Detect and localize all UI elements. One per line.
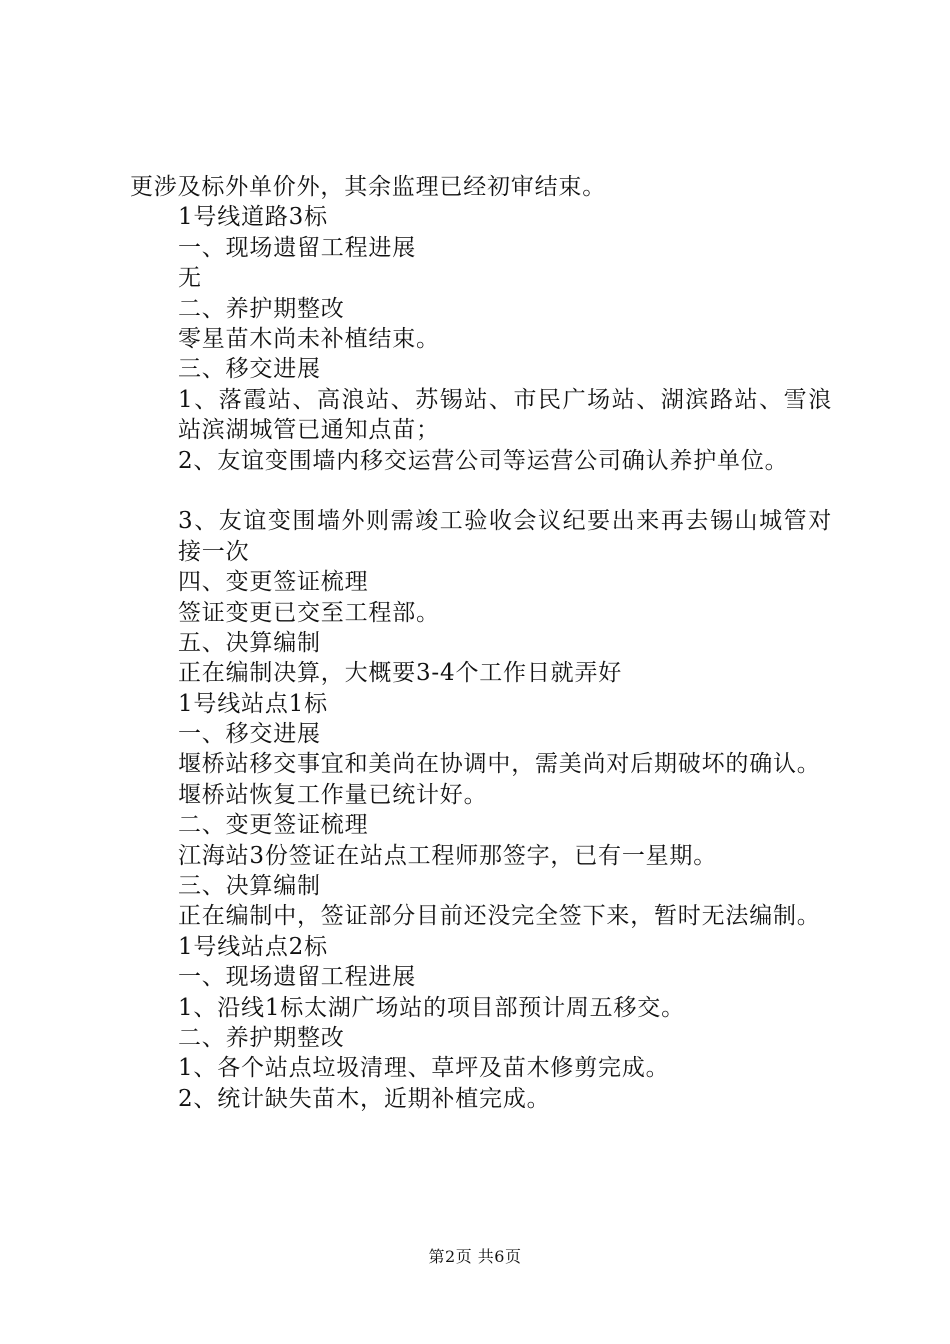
paragraph: 江海站3份签证在站点工程师那签字，已有一星期。 [178,842,718,869]
paragraph: 一、现场遗留工程进展 [178,234,416,261]
paragraph: 零星苗木尚未补植结束。 [178,325,440,352]
paragraph: 2、友谊变围墙内移交运营公司等运营公司确认养护单位。 [178,447,789,474]
paragraph: 二、养护期整改 [178,1025,345,1051]
page-footer: 第2页 共6页 [428,1247,522,1266]
paragraph: 1、沿线1标太湖广场站的项目部预计周五移交。 [178,994,685,1021]
paragraph: 堰桥站移交事宜和美尚在协调中，需美尚对后期破坏的确认。 [178,751,821,778]
paragraph: 四、变更签证梳理 [178,569,369,596]
paragraph: 1、落霞站、高浪站、苏锡站、市民广场站、湖滨路站、雪浪站滨湖城管已通知点苗； [178,386,832,444]
document-body [130,172,832,1114]
paragraph: 五、决算编制 [178,629,321,656]
blank-line [130,476,832,506]
paragraph: 一、移交进展 [178,721,321,748]
paragraph: 1号线站点1标 [178,690,328,717]
paragraph: 1号线道路3标 [178,204,328,231]
paragraph: 2、统计缺失苗木，近期补植完成。 [178,1085,551,1112]
paragraph: 更涉及标外单价外，其余监理已经初审结束。 [130,174,606,200]
paragraph: 无 [178,265,202,292]
paragraph: 3、友谊变围墙外则需竣工验收会议纪要出来再去锡山城管对接一次 [178,508,832,565]
paragraph: 二、养护期整改 [178,295,345,322]
paragraph: 正在编制决算，大概要3-4个工作日就弄好 [178,660,623,687]
paragraph: 正在编制中，签证部分目前还没完全签下来，暂时无法编制。 [178,903,821,930]
paragraph: 三、决算编制 [178,873,321,900]
paragraph: 二、变更签证梳理 [178,812,369,839]
paragraph: 1号线站点2标 [178,933,328,960]
paragraph: 签证变更已交至工程部。 [178,599,440,626]
paragraph: 三、移交进展 [178,356,321,383]
paragraph: 堰桥站恢复工作量已统计好。 [178,781,488,808]
paragraph: 一、现场遗留工程进展 [178,964,416,991]
paragraph: 1、各个站点垃圾清理、草坪及苗木修剪完成。 [178,1055,670,1082]
